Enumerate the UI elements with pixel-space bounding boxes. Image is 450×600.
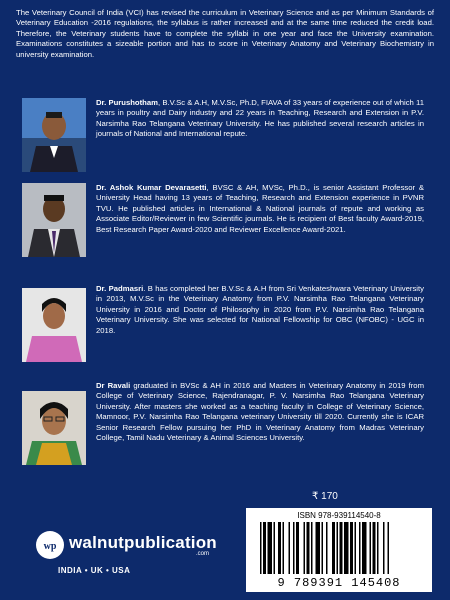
price: ₹ 170: [312, 491, 338, 502]
publisher-name: walnutpublication: [69, 533, 217, 552]
barcode-bar: [322, 522, 324, 574]
publisher-logo: [36, 531, 256, 561]
svg-text:wp: wp: [43, 541, 57, 552]
author-name-1: Dr. Purushotham: [96, 98, 158, 107]
isbn-label: ISBN 978-939114540-8: [297, 511, 381, 520]
author-bio-4: Dr Ravali graduated in BVSc & AH in 2016 and Masters in Veterinary Anatomy in 2019 from College of Veterinary Science, Rajendranagar, P. V. Narsimha Rao Telangana Veterinary University. After masters she worked as a teaching faculty in College of Veterinary Science, Mamnoor, P.V. Narsimha Rao Telangana veterinary University till 2020. Currently she is ICAR Senior Research Fellow pursuing her PhD in Veterinary Anatomy from Madras Veterinary College, Tamil Nadu Veterinary & Animal Sciences University.: [96, 381, 424, 443]
barcode-bar: [263, 522, 266, 574]
barcode-bar: [278, 522, 281, 574]
barcode-bar: [283, 522, 285, 574]
walnut-logo-icon: [36, 531, 64, 559]
barcode-bar: [268, 522, 273, 574]
barcode-bar: [274, 522, 276, 574]
barcode-bar: [377, 522, 379, 574]
barcode-bar: [340, 522, 343, 574]
barcode-bar: [337, 522, 339, 574]
barcode-bar: [307, 522, 310, 574]
barcode-bar: [388, 522, 390, 574]
barcode-bar: [332, 522, 335, 574]
barcode-bar: [296, 522, 299, 574]
barcode-bar: [359, 522, 361, 574]
barcode-bar: [370, 522, 372, 574]
author-name-3: Dr. Padmasri: [96, 284, 144, 293]
author-photo-2: [22, 183, 86, 257]
barcode-digits: 9 789391 145408: [277, 576, 401, 590]
barcode-bar: [362, 522, 367, 574]
barcode-bar: [383, 522, 385, 574]
intro-paragraph: The Veterinary Council of India (VCI) has revised the curriculum in Veterinary Science and as per Minimum Standards of Veterinary Education -2016 regulations, the syllabus is rather increased and at the same time reduced the credit load. Therefore, the Veterinary students have to complete the syllabi in one year and face the University examination. Examinations constitutes a sizeable portion and has to score in Veterinary Anatomy and Veterinary Biochemistry in university examination.: [16, 8, 434, 59]
author-name-4: Dr Ravali: [96, 381, 131, 390]
barcode-bar: [289, 522, 291, 574]
barcode-bar: [311, 522, 313, 574]
author-name-2: Dr. Ashok Kumar Devarasetti: [96, 183, 207, 192]
barcode-bar: [304, 522, 306, 574]
publisher-countries: INDIA • UK • USA: [58, 566, 131, 575]
author-bio-2: Dr. Ashok Kumar Devarasetti, BVSC & AH, MVSc, Ph.D., is senior Assistant Professor & University Head having 13 years of Teaching, Research and Extension experience in PVNR TVU. He published articles in International & National journals of repute and working as Associate Editor/Reviewer in few Scientific journals. He is recipient of Best faculty Award-2019, Best Research Paper Award-2020 and Reviewer Excellence Award-2021.: [96, 183, 424, 234]
author-photo-1: [22, 98, 86, 172]
publisher-domain: .com: [196, 551, 210, 557]
barcode-bar: [350, 522, 353, 574]
barcode-bar: [344, 522, 349, 574]
barcode-bar: [293, 522, 295, 574]
barcode-bar: [316, 522, 321, 574]
author-bio-1: Dr. Purushotham, B.V.Sc & A.H, M.V.Sc, Ph.D, FIAVA of 33 years of experience out of which 11 years in poultry and Dairy industry and 22 years in Teaching, Research and Extension in P.V. Narsimha Rao Telangana Veterinary University. He has published several research articles in journals of National and International repute.: [96, 98, 424, 139]
barcode-bar: [355, 522, 357, 574]
barcode-bar: [373, 522, 376, 574]
barcode: [246, 508, 432, 592]
barcode-bar: [326, 522, 328, 574]
barcode-bar: [260, 522, 262, 574]
author-photo-3: [22, 288, 86, 362]
author-bio-3: Dr. Padmasri. B has completed her B.V.Sc & A.H from Sri Venkateshwara Veterinary University in 2013, M.V.Sc in the Veterinary Anatomy from P.V. Narsimha Rao Telangana Veterinary University in 2016 and Doctor of Philosophy in 2020 from P.V. Narsimha Rao Telangana Veterinary University. She was selected for National Fellowship for OBC (NFOBC) - UGC in 2018.: [96, 284, 424, 335]
author-photo-4: [22, 391, 86, 465]
